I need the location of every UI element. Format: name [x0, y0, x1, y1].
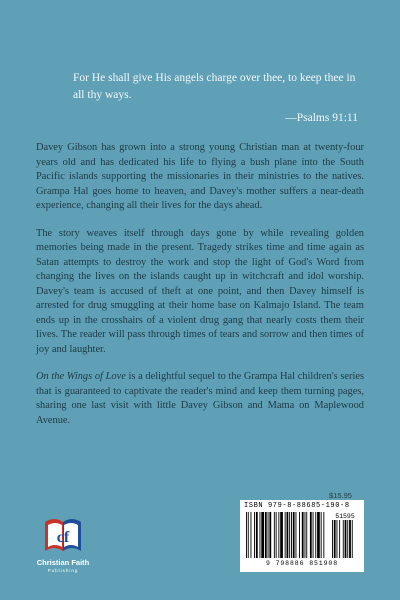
publisher-imprint: Publishing	[47, 568, 79, 573]
isbn-number	[244, 502, 362, 510]
description-paragraph-1: Davey Gibson has grown into a strong young Christian man at twenty-four years old and has dedicated his life to flying a bush plane into the South Pacific islands supporting the missionaries in their ministries to the natives. Grampa Hal goes home to heaven, and Davey's mother suffers a near-death experience, changing all their lives for the days ahead.	[36, 142, 364, 211]
verse-text: For He shall give His angels charge over thee, to keep thee in all thy ways.	[73, 72, 356, 101]
book-title: On the Wings of Love	[36, 371, 126, 382]
isbn-label: ISBN 979-8-88685-190-8	[244, 502, 350, 510]
price-code: 51595	[335, 513, 355, 520]
publisher-name: Christian Faith	[36, 558, 90, 567]
barcode-digits: 9 798886 851908	[265, 560, 338, 567]
logo-letters: cf	[56, 529, 70, 546]
book-description	[36, 141, 364, 441]
publisher-logo	[28, 513, 98, 593]
description-paragraph-3	[36, 370, 364, 428]
barcode	[240, 500, 364, 572]
description-paragraph-2: The story weaves itself through days gone by while revealing golden memories being made in the present. Tragedy strikes time and time again as Satan attempts to destroy the work and stop the light of God's Word from changing the lives on the islands caught up in witchcraft and idol worship. Davey's team is accused of theft at one point, and then Davey himself is arrested for drug smuggling at their home base on Kalmajo Island. The team ends up in the crosshairs of a violent drug gang that nearly costs them their lives. The reader will pass through times of tears and sorrow and then times of joy and laughter.	[36, 227, 364, 355]
description-paragraph-3-text: is a delightful sequel to the Grampa Hal children's series that is guaranteed to captivate the reader's mind and keep them turning pages, sharing one last visit with little Davey Gibson and Mama on Maplewood Avenue.	[36, 371, 364, 426]
barcode-bars	[244, 512, 360, 560]
price-label: $15.95	[329, 491, 352, 500]
verse-reference: —Psalms 91:11	[285, 112, 358, 124]
book-logo-icon	[42, 513, 84, 555]
epigraph	[73, 70, 358, 127]
